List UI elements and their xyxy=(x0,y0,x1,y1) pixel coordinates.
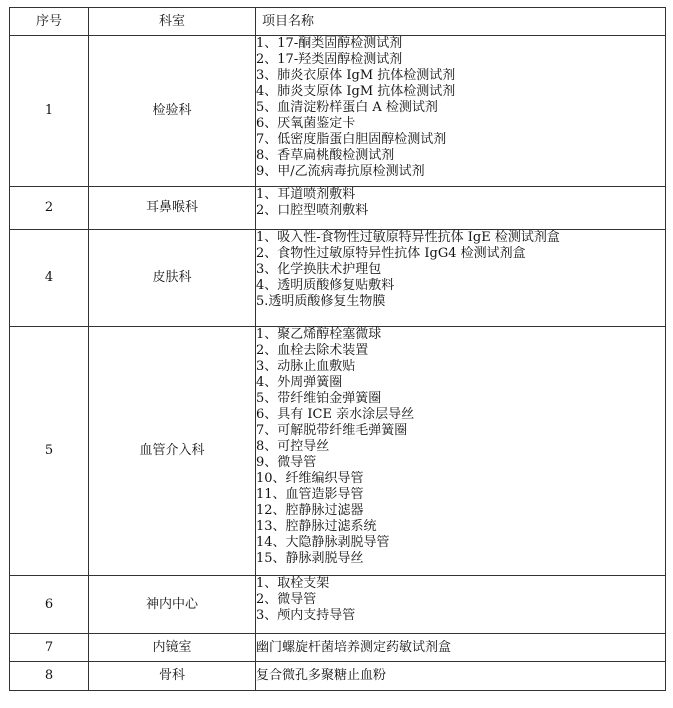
item-line: 5.透明质酸修复生物膜 xyxy=(256,294,386,309)
row-department: 耳鼻喉科 xyxy=(89,187,256,230)
project-table xyxy=(9,7,666,691)
item-line: 6、具有 ICE 亲水涂层导丝 xyxy=(256,407,415,422)
row-number: 5 xyxy=(10,327,89,576)
row-number: 6 xyxy=(10,576,89,634)
item-line: 2、食物性过敏原特异性抗体 IgG4 检测试剂盒 xyxy=(256,246,526,261)
item-line: 11、血管造影导管 xyxy=(256,487,364,502)
item-line: 6、厌氧菌鉴定卡 xyxy=(256,116,356,131)
table-row xyxy=(10,230,666,327)
row-department: 骨科 xyxy=(89,662,256,691)
item-line: 幽门螺旋杆菌培养测定药敏试剂盒 xyxy=(256,639,452,655)
row-items xyxy=(256,187,666,230)
row-number: 2 xyxy=(10,187,89,230)
item-line: 12、腔静脉过滤器 xyxy=(256,503,364,518)
row-items xyxy=(256,634,666,662)
item-line: 7、可解脱带纤维毛弹簧圈 xyxy=(256,423,408,438)
item-line: 1、取栓支架 xyxy=(256,576,330,591)
item-line: 13、腔静脉过滤系统 xyxy=(256,519,377,534)
item-line: 2、微导管 xyxy=(256,592,317,607)
row-items xyxy=(256,662,666,691)
table-header-row xyxy=(10,8,666,36)
row-number: 4 xyxy=(10,230,89,327)
row-department: 神内中心 xyxy=(89,576,256,634)
table-row xyxy=(10,662,666,691)
row-number: 1 xyxy=(10,36,89,187)
header-items: 项目名称 xyxy=(256,8,666,36)
item-line: 1、吸入性-食物性过敏原特异性抗体 IgE 检测试剂盒 xyxy=(256,230,560,245)
item-line: 5、血清淀粉样蛋白 A 检测试剂 xyxy=(256,100,438,115)
row-items xyxy=(256,230,666,327)
item-line: 3、肺炎衣原体 IgM 抗体检测试剂 xyxy=(256,68,456,83)
item-line: 复合微孔多聚糖止血粉 xyxy=(256,668,387,683)
item-line: 10、纤维编织导管 xyxy=(256,471,364,486)
item-line: 4、外周弹簧圈 xyxy=(256,375,343,390)
row-department: 血管介入科 xyxy=(89,327,256,576)
table-row xyxy=(10,187,666,230)
item-line: 3、化学换肤术护理包 xyxy=(256,262,382,277)
item-line: 1、聚乙烯醇栓塞微球 xyxy=(256,327,382,342)
item-line: 15、静脉剥脱导丝 xyxy=(256,551,364,566)
row-number: 8 xyxy=(10,662,89,691)
row-number: 7 xyxy=(10,634,89,662)
table-row xyxy=(10,634,666,662)
item-line: 9、甲/乙流病毒抗原检测试剂 xyxy=(256,164,425,179)
row-items xyxy=(256,36,666,187)
item-line: 8、可控导丝 xyxy=(256,439,330,454)
item-line: 3、动脉止血敷贴 xyxy=(256,359,356,374)
row-department: 皮肤科 xyxy=(89,230,256,327)
item-line: 8、香草扁桃酸检测试剂 xyxy=(256,148,395,163)
row-items xyxy=(256,576,666,634)
item-line: 2、血栓去除术装置 xyxy=(256,343,369,358)
header-no: 序号 xyxy=(10,8,89,36)
header-dept: 科室 xyxy=(89,8,256,36)
item-line: 1、耳道喷剂敷料 xyxy=(256,187,356,202)
item-line: 2、口腔型喷剂敷料 xyxy=(256,203,369,218)
table-row xyxy=(10,576,666,634)
item-line: 4、透明质酸修复贴敷料 xyxy=(256,278,395,293)
table-row xyxy=(10,327,666,576)
item-line: 9、微导管 xyxy=(256,455,317,470)
item-line: 2、17-羟类固醇检测试剂 xyxy=(256,52,403,67)
item-line: 7、低密度脂蛋白胆固醇检测试剂 xyxy=(256,132,447,147)
row-department: 内镜室 xyxy=(89,634,256,662)
item-line: 5、带纤维铂金弹簧圈 xyxy=(256,391,382,406)
row-department: 检验科 xyxy=(89,36,256,187)
item-line: 3、颅内支持导管 xyxy=(256,608,356,623)
table-row xyxy=(10,36,666,187)
row-items xyxy=(256,327,666,576)
item-line: 1、17-酮类固醇检测试剂 xyxy=(256,36,403,51)
item-line: 14、大隐静脉剥脱导管 xyxy=(256,535,390,550)
item-line: 4、肺炎支原体 IgM 抗体检测试剂 xyxy=(256,84,456,99)
